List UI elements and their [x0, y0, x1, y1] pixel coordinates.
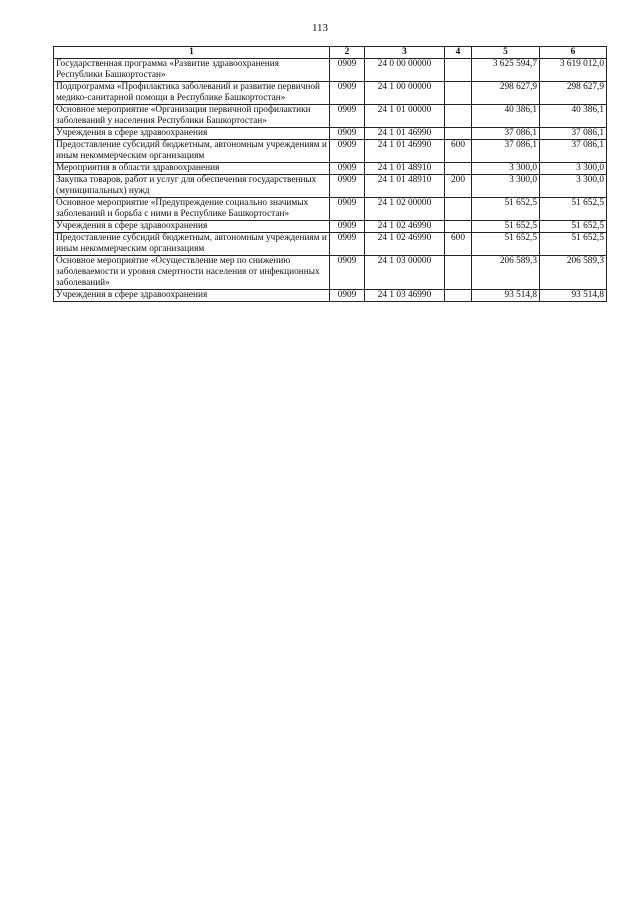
item-name-cell: Мероприятия в области здравоохранения [54, 163, 330, 175]
table-row [54, 128, 607, 140]
target-article-cell: 24 1 03 46990 [365, 290, 445, 302]
item-name-cell: Учреждения в сфере здравоохранения [54, 128, 330, 140]
amount-year2-cell: 3 300,0 [540, 163, 607, 175]
amount-year2-cell: 3 619 012,0 [540, 59, 607, 82]
column-header: 4 [445, 47, 472, 59]
expense-type-cell: 200 [445, 175, 472, 198]
amount-year2-cell: 37 086,1 [540, 140, 607, 163]
column-header: 2 [330, 47, 365, 59]
table-row [54, 175, 607, 198]
table-body [54, 59, 607, 302]
column-header: 1 [54, 47, 330, 59]
table-row [54, 290, 607, 302]
target-article-cell: 24 0 00 00000 [365, 59, 445, 82]
target-article-cell: 24 1 01 46990 [365, 140, 445, 163]
amount-year1-cell: 206 589,3 [472, 256, 540, 290]
column-header: 5 [472, 47, 540, 59]
target-article-cell: 24 1 02 00000 [365, 198, 445, 221]
item-name-cell: Основное мероприятие «Осуществление мер по снижению заболеваемости и уровня смертности населения от инфекционных заболеваний» [54, 256, 330, 290]
target-article-cell: 24 1 01 48910 [365, 175, 445, 198]
target-article-cell: 24 1 02 46990 [365, 233, 445, 256]
table-row [54, 59, 607, 82]
amount-year2-cell: 206 589,3 [540, 256, 607, 290]
amount-year1-cell: 37 086,1 [472, 128, 540, 140]
expense-type-cell [445, 290, 472, 302]
item-name-cell: Основное мероприятие «Организация первичной профилактики заболеваний у населения Республики Башкортостан» [54, 105, 330, 128]
section-code-cell: 0909 [330, 256, 365, 290]
expense-type-cell [445, 256, 472, 290]
target-article-cell: 24 1 01 46990 [365, 128, 445, 140]
expense-type-cell: 600 [445, 140, 472, 163]
amount-year1-cell: 3 300,0 [472, 175, 540, 198]
section-code-cell: 0909 [330, 233, 365, 256]
expense-type-cell [445, 59, 472, 82]
section-code-cell: 0909 [330, 59, 365, 82]
table-row [54, 233, 607, 256]
target-article-cell: 24 1 00 00000 [365, 82, 445, 105]
section-code-cell: 0909 [330, 290, 365, 302]
table-row [54, 105, 607, 128]
item-name-cell: Государственная программа «Развитие здравоохранения Республики Башкортостан» [54, 59, 330, 82]
amount-year1-cell: 51 652,5 [472, 233, 540, 256]
item-name-cell: Закупка товаров, работ и услуг для обеспечения государственных (муниципальных) нужд [54, 175, 330, 198]
amount-year1-cell: 51 652,5 [472, 198, 540, 221]
table-row [54, 221, 607, 233]
table-row [54, 198, 607, 221]
item-name-cell: Основное мероприятие «Предупреждение социально значимых заболеваний и борьба с ними в Республике Башкортостан» [54, 198, 330, 221]
expense-type-cell [445, 105, 472, 128]
item-name-cell: Предоставление субсидий бюджетным, автономным учреждениям и иным некоммерческим организациям [54, 140, 330, 163]
target-article-cell: 24 1 03 00000 [365, 256, 445, 290]
amount-year2-cell: 51 652,5 [540, 233, 607, 256]
table-row [54, 163, 607, 175]
amount-year1-cell: 37 086,1 [472, 140, 540, 163]
amount-year1-cell: 93 514,8 [472, 290, 540, 302]
amount-year2-cell: 51 652,5 [540, 198, 607, 221]
table-header-row [54, 47, 607, 59]
amount-year2-cell: 298 627,9 [540, 82, 607, 105]
section-code-cell: 0909 [330, 82, 365, 105]
target-article-cell: 24 1 02 46990 [365, 221, 445, 233]
amount-year2-cell: 3 300,0 [540, 175, 607, 198]
amount-year2-cell: 93 514,8 [540, 290, 607, 302]
amount-year1-cell: 3 625 594,7 [472, 59, 540, 82]
column-header: 6 [540, 47, 607, 59]
amount-year2-cell: 51 652,5 [540, 221, 607, 233]
amount-year1-cell: 40 386,1 [472, 105, 540, 128]
target-article-cell: 24 1 01 48910 [365, 163, 445, 175]
amount-year2-cell: 37 086,1 [540, 128, 607, 140]
target-article-cell: 24 1 01 00000 [365, 105, 445, 128]
budget-table [53, 46, 607, 302]
expense-type-cell [445, 82, 472, 105]
item-name-cell: Учреждения в сфере здравоохранения [54, 290, 330, 302]
section-code-cell: 0909 [330, 221, 365, 233]
item-name-cell: Предоставление субсидий бюджетным, автономным учреждениям и иным некоммерческим организациям [54, 233, 330, 256]
page-number: 113 [311, 22, 329, 34]
item-name-cell: Подпрограмма «Профилактика заболеваний и развитие первичной медико-санитарной помощи в Республике Башкортостан» [54, 82, 330, 105]
section-code-cell: 0909 [330, 128, 365, 140]
table-row [54, 140, 607, 163]
amount-year1-cell: 3 300,0 [472, 163, 540, 175]
expense-type-cell [445, 221, 472, 233]
amount-year2-cell: 40 386,1 [540, 105, 607, 128]
section-code-cell: 0909 [330, 175, 365, 198]
expense-type-cell [445, 198, 472, 221]
amount-year1-cell: 51 652,5 [472, 221, 540, 233]
item-name-cell: Учреждения в сфере здравоохранения [54, 221, 330, 233]
section-code-cell: 0909 [330, 163, 365, 175]
expense-type-cell: 600 [445, 233, 472, 256]
amount-year1-cell: 298 627,9 [472, 82, 540, 105]
expense-type-cell [445, 163, 472, 175]
table-row [54, 256, 607, 290]
column-header: 3 [365, 47, 445, 59]
section-code-cell: 0909 [330, 198, 365, 221]
section-code-cell: 0909 [330, 105, 365, 128]
section-code-cell: 0909 [330, 140, 365, 163]
expense-type-cell [445, 128, 472, 140]
table-row [54, 82, 607, 105]
